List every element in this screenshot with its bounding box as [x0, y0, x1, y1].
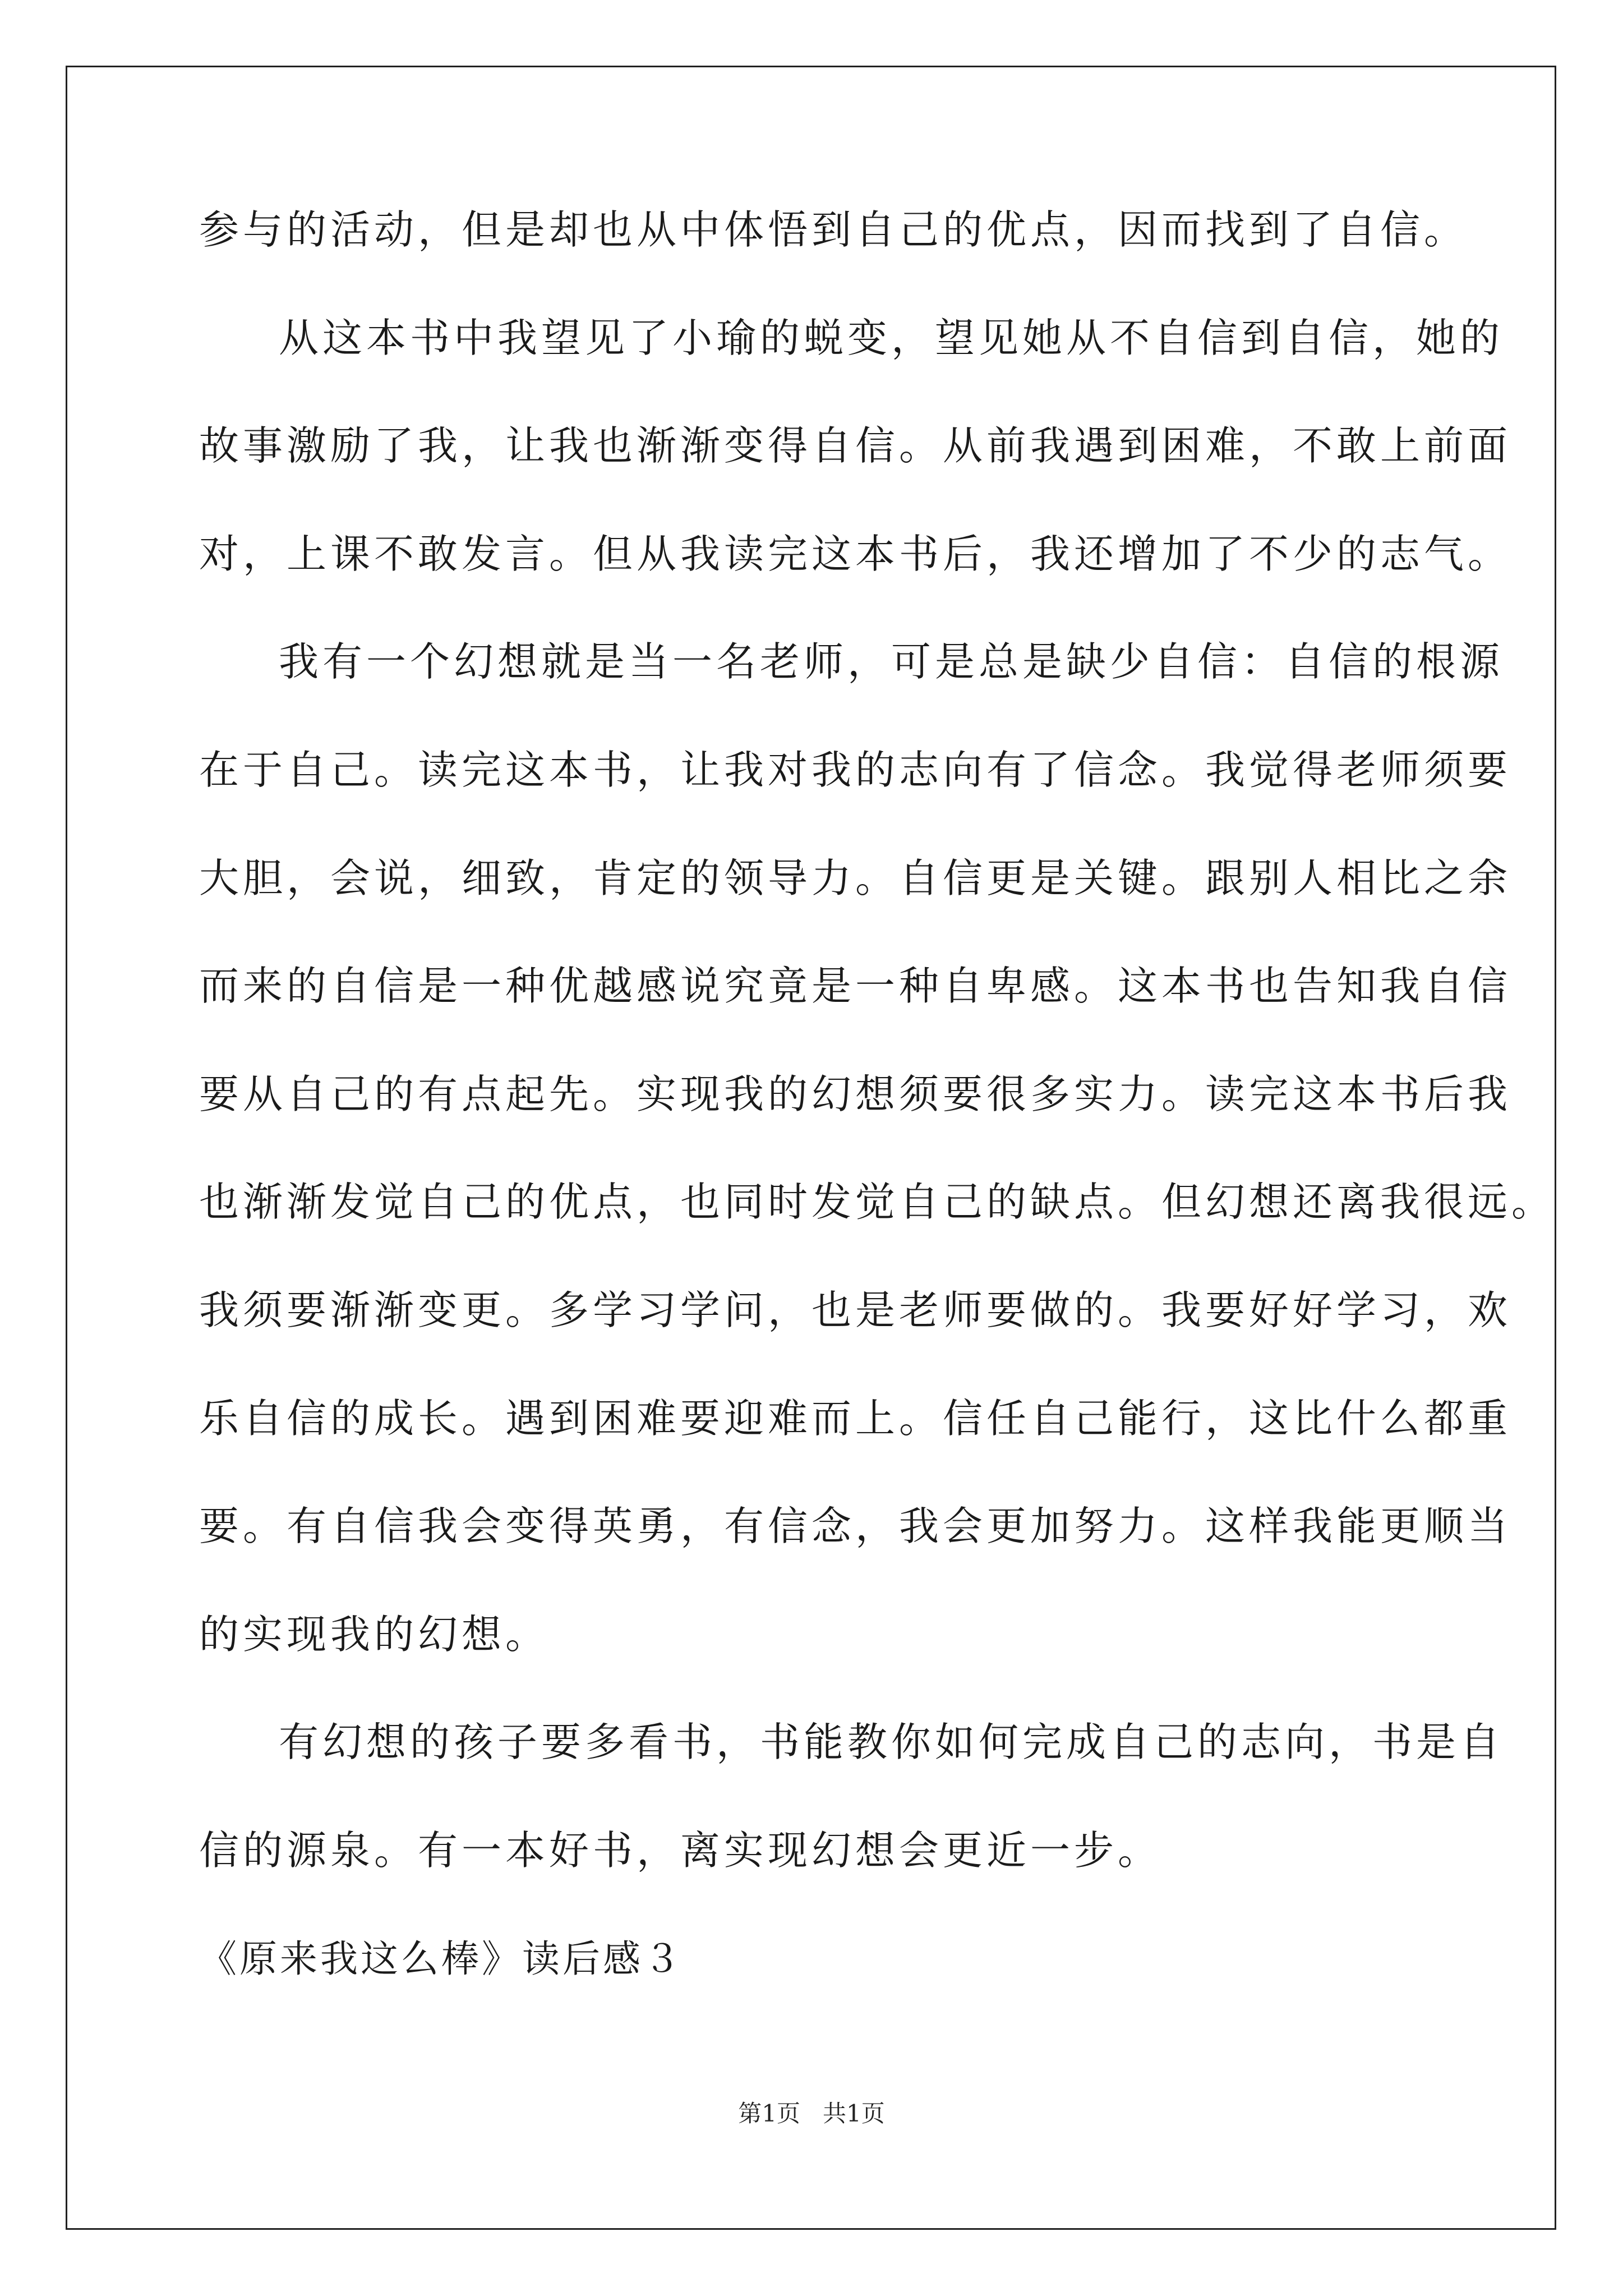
paragraph-start-line: 有幻想的孩子要多看书，书能教你如何完成自己的志向，书是自	[279, 1719, 1504, 1766]
document-body	[199, 202, 1556, 2039]
text-line: 信的源泉。有一本好书，离实现幻想会更近一步。	[199, 1826, 1162, 1874]
text-line: 参与的活动，但是却也从中体悟到自己的优点，因而找到了自信。	[199, 206, 1468, 253]
text-line: 要从自己的有点起先。实现我的幻想须要很多实力。读完这本书后我	[199, 1070, 1512, 1117]
text-line: 的实现我的幻想。	[199, 1611, 550, 1658]
text-line: 而来的自信是一种优越感说究竟是一种自卑感。这本书也告知我自信	[199, 963, 1512, 1010]
page-footer: 第1页 共1页	[738, 2100, 885, 2127]
text-line: 我须要渐渐变更。多学习学问，也是老师要做的。我要好好学习，欢	[199, 1286, 1512, 1333]
text-line: 要。有自信我会变得英勇，有信念，我会更加努力。这样我能更顺当	[199, 1503, 1512, 1550]
paragraph-start-line: 我有一个幻想就是当一名老师，可是总是缺少自信：自信的根源	[279, 638, 1504, 685]
text-line: 也渐渐发觉自己的优点，也同时发觉自己的缺点。但幻想还离我很远。	[199, 1179, 1556, 1226]
text-line: 故事激励了我，让我也渐渐变得自信。从前我遇到困难，不敢上前面	[199, 422, 1512, 470]
paragraph-start-line: 从这本书中我望见了小瑜的蜕变，望见她从不自信到自信，她的	[279, 314, 1504, 361]
text-line: 乐自信的成长。遇到困难要迎难而上。信任自己能行，这比什么都重	[199, 1395, 1512, 1442]
text-line: 大胆，会说，细致，肯定的领导力。自信更是关键。跟别人相比之余	[199, 854, 1512, 901]
text-line: 在于自己。读完这本书，让我对我的志向有了信念。我觉得老师须要	[199, 746, 1512, 793]
text-line: 对，上课不敢发言。但从我读完这本书后，我还增加了不少的志气。	[199, 530, 1512, 577]
section-heading: 《原来我这么棒》读后感３	[199, 1936, 684, 1981]
